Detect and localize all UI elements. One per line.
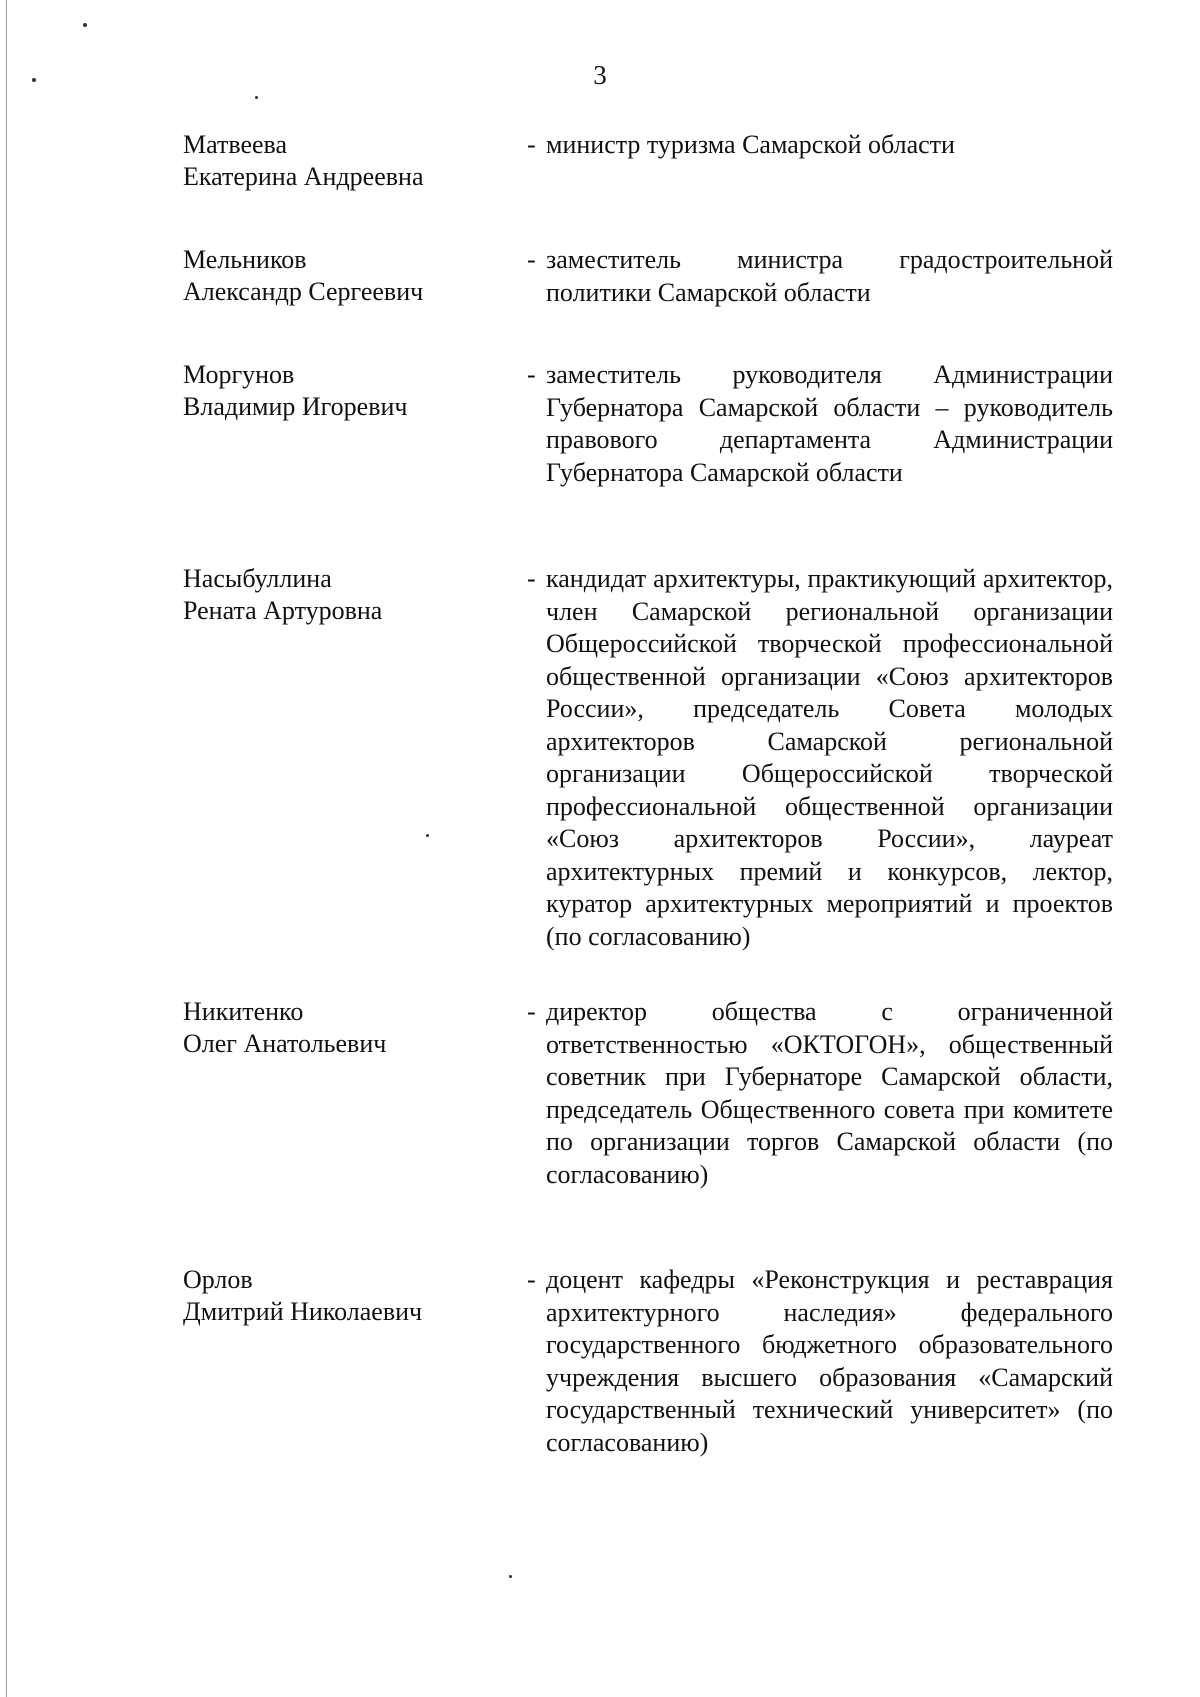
member-given-names: Рената Артуровна [183, 596, 383, 625]
page-number: 3 [593, 60, 607, 90]
member-given-names: Александр Сергеевич [183, 277, 424, 306]
role-dash: - [527, 130, 536, 159]
scan-speck [426, 834, 429, 837]
member-role: заместитель министра градостроительной политики Самарской области [546, 245, 1113, 307]
member-surname: Моргунов [183, 360, 295, 389]
role-dash: - [527, 564, 536, 593]
member-name [183, 1264, 513, 1328]
scan-speck [255, 96, 258, 99]
scan-speck [509, 1575, 512, 1578]
member-name [183, 996, 513, 1060]
scan-left-edge [6, 0, 7, 1697]
member-surname: Никитенко [183, 997, 304, 1026]
role-dash: - [527, 997, 536, 1026]
member-given-names: Олег Анатольевич [183, 1029, 387, 1058]
member-given-names: Екатерина Андреевна [183, 162, 424, 191]
member-given-names: Владимир Игоревич [183, 392, 408, 421]
member-role: директор общества с ограниченной ответственностью «ОКТОГОН», общественный советник при Губернаторе Самарской области, председатель Общественного совета при комитете по организации торгов Самарской области (по согласованию) [546, 997, 1113, 1189]
role-dash: - [527, 245, 536, 274]
member-role: кандидат архитектуры, практикующий архитектор, член Самарской региональной организации Общероссийской творческой профессиональной общественной организации «Союз архитекторов России», председатель Совета молодых архитекторов Самарской региональной организации Общероссийской творческой профессиональной общественной организации «Союз архитекторов России», лауреат архитектурных премий и конкурсов, лектор, куратор архитектурных мероприятий и проектов (по согласованию) [546, 564, 1113, 951]
member-given-names: Дмитрий Николаевич [183, 1297, 423, 1326]
member-name [183, 359, 513, 423]
member-surname: Орлов [183, 1265, 253, 1294]
member-role: доцент кафедры «Реконструкция и реставрация архитектурного наследия» федерального государственного бюджетного образовательного учреждения высшего образования «Самарский государственный технический университет» (по согласованию) [546, 1265, 1113, 1457]
member-name [183, 244, 513, 308]
member-name [183, 129, 513, 193]
scan-speck [83, 23, 87, 27]
member-surname: Мельников [183, 245, 307, 274]
member-role: министр туризма Самарской области [546, 130, 955, 159]
role-dash: - [527, 1265, 536, 1294]
member-surname: Матвеева [183, 130, 288, 159]
member-surname: Насыбуллина [183, 564, 332, 593]
role-dash: - [527, 360, 536, 389]
member-role: заместитель руководителя Администрации Губернатора Самарской области – руководитель правового департамента Администрации Губернатора Самарской области [546, 360, 1113, 487]
member-name [183, 563, 513, 627]
